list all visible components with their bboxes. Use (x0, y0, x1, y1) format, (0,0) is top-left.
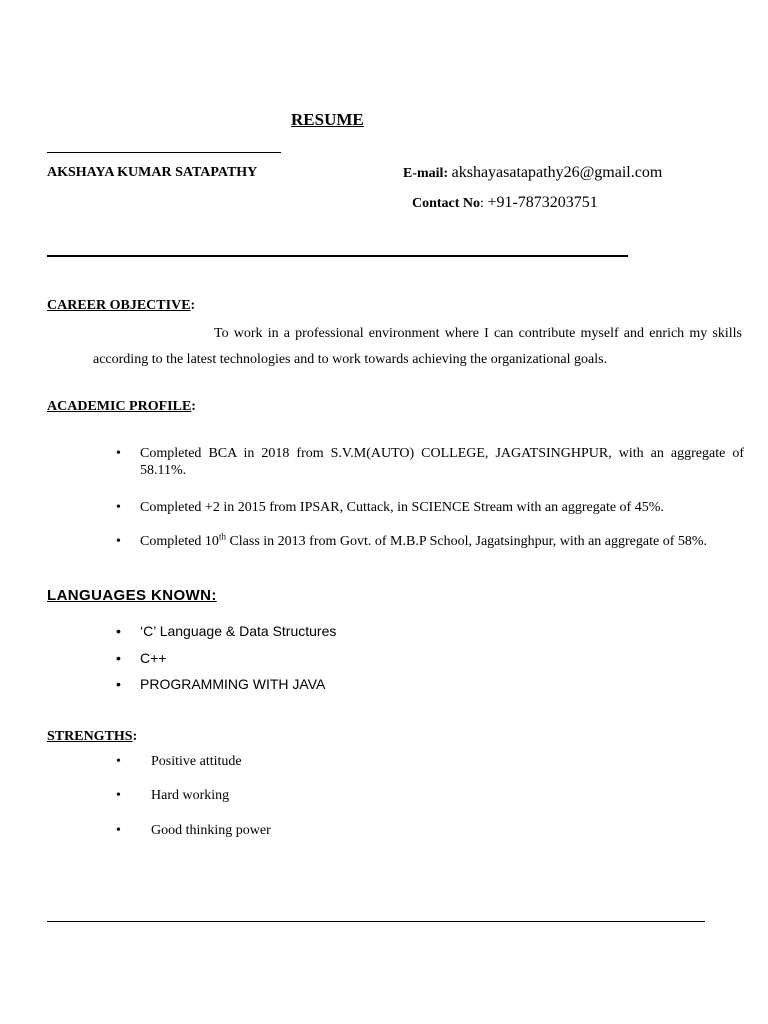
bullet-icon: • (116, 676, 121, 692)
divider-header (47, 255, 628, 257)
bullet-icon: • (116, 823, 121, 838)
academic-item-text (140, 533, 744, 550)
bullet-icon: • (116, 788, 121, 803)
academic-item-text-post: Class in 2013 from Govt. of M.B.P School, Jagatsinghpur, with an aggregate of 58%. (225, 534, 708, 549)
email-row (403, 164, 662, 182)
career-objective-colon: : (190, 298, 196, 313)
contact-label: Contact No (412, 196, 481, 211)
languages-known-heading (47, 587, 217, 604)
contact-value: +91-7873203751 (487, 194, 598, 211)
strengths-heading-text: STRENGTHS (47, 729, 133, 744)
applicant-name: AKSHAYA KUMAR SATAPATHY (47, 165, 258, 180)
strength-item-text: Hard working (151, 788, 230, 803)
bullet-icon: • (116, 754, 121, 769)
strengths-heading (47, 729, 137, 745)
strength-item-text: Positive attitude (151, 754, 242, 769)
career-objective-heading (47, 298, 195, 314)
academic-profile-heading-text: ACADEMIC PROFILE (47, 399, 192, 414)
divider-top (47, 152, 281, 153)
academic-profile-colon: : (191, 399, 196, 414)
email-value[interactable]: akshayasatapathy26@gmail.com (451, 164, 663, 181)
bullet-icon: • (116, 500, 121, 515)
page-title: RESUME (291, 110, 364, 129)
contact-row (412, 194, 598, 212)
divider-bottom (47, 921, 705, 922)
strengths-colon: : (132, 729, 138, 744)
academic-profile-heading (47, 399, 196, 415)
academic-item-superscript: th (218, 531, 226, 542)
academic-item-text: Completed +2 in 2015 from IPSAR, Cuttack, in SCIENCE Stream with an aggregate of 45%. (140, 500, 664, 515)
bullet-icon: • (116, 534, 121, 549)
language-item-text: C++ (140, 650, 167, 666)
career-objective-text: To work in a professional environment where I can contribute myself and enrich my skills according to the latest technologies and to work towards achieving the organizational goals. (93, 326, 742, 367)
bullet-icon: • (116, 446, 121, 461)
bullet-icon: • (116, 623, 121, 639)
contact-colon: : (480, 196, 484, 211)
academic-item-text: Completed BCA in 2018 from S.V.M(AUTO) COLLEGE, JAGATSINGHPUR, with an aggregate of 58.11%. (140, 446, 744, 478)
language-item-text: ‘C’ Language & Data Structures (140, 623, 337, 639)
academic-item-text-pre: Completed 10 (140, 534, 219, 549)
bullet-icon: • (116, 650, 121, 666)
language-item-text: PROGRAMMING WITH JAVA (140, 676, 326, 692)
email-label: E-mail: (403, 166, 449, 181)
career-objective-heading-text: CAREER OBJECTIVE (47, 298, 191, 313)
strength-item-text: Good thinking power (151, 823, 271, 838)
languages-known-heading-text: LANGUAGES KNOWN: (47, 587, 217, 604)
